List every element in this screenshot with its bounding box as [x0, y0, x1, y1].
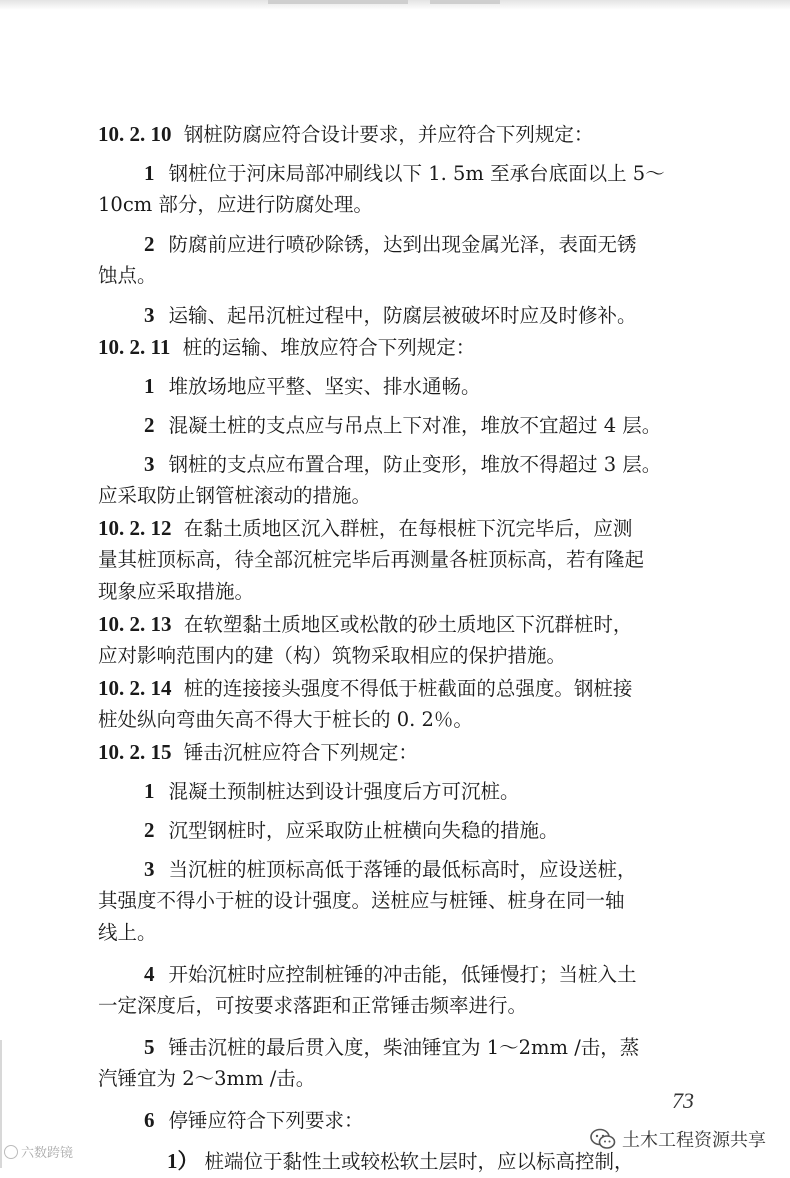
clause-10-2-13	[0, 608, 790, 672]
item-text: 混凝土预制桩达到设计强度后方可沉桩。	[168, 780, 520, 803]
scan-edge	[0, 1040, 2, 1168]
item-text: 开始沉桩时应控制桩锤的冲击能，低锤慢打；当桩入土	[168, 963, 637, 986]
item-text: 停锤应符合下列要求：	[168, 1109, 364, 1132]
wechat-icon	[590, 1128, 616, 1150]
clause-number: 10. 2. 10	[98, 122, 172, 146]
item-text: 钢桩的支点应布置合理，防止变形，堆放不得超过 3 层。	[168, 453, 662, 476]
clause-number: 10. 2. 12	[98, 516, 172, 540]
item-text-cont: 10cm 部分，应进行防腐处理。	[98, 193, 373, 216]
page-number: 73	[672, 1088, 694, 1113]
item-text-cont: 汽锤宜为 2～3mm /击。	[98, 1067, 316, 1090]
clause-number: 10. 2. 11	[98, 335, 171, 359]
item-number: 4	[144, 962, 155, 986]
clause-number: 10. 2. 15	[98, 740, 172, 764]
item-number: 6	[144, 1108, 155, 1132]
item-5	[0, 1031, 790, 1095]
item-text: 运输、起吊沉桩过程中，防腐层被破坏时应及时修补。	[168, 304, 637, 327]
watermark-logo-icon	[4, 1145, 18, 1159]
clause-text: 在软塑黏土质地区或松散的砂土质地区下沉群桩时，	[183, 613, 633, 636]
item-text-cont: 蚀点。	[98, 264, 157, 287]
sub-item-number: 1）	[167, 1149, 199, 1173]
top-edge-shadow	[0, 0, 790, 10]
item-2	[0, 409, 790, 441]
item-text: 防腐前应进行喷砂除锈，达到出现金属光泽，表面无锈	[168, 233, 637, 256]
clause-text-cont: 桩处纵向弯曲矢高不得大于桩长的 0. 2％。	[98, 708, 473, 731]
document-body	[0, 118, 790, 1177]
item-number: 2	[144, 232, 155, 256]
item-2	[0, 814, 790, 846]
item-number: 3	[144, 452, 155, 476]
item-text: 钢桩位于河床局部冲刷线以下 1. 5m 至承台底面以上 5～	[168, 162, 665, 185]
item-2	[0, 228, 790, 292]
watermark-right-text: 土木工程资源共享	[622, 1130, 766, 1151]
item-text-cont: 应采取防止钢管桩滚动的措施。	[98, 484, 372, 507]
item-3	[0, 299, 790, 331]
item-text: 混凝土桩的支点应与吊点上下对准，堆放不宜超过 4 层。	[168, 414, 662, 437]
clause-text: 钢桩防腐应符合设计要求，并应符合下列规定：	[183, 123, 594, 146]
item-number: 1	[144, 779, 155, 803]
clause-text: 在黏土质地区沉入群桩，在每根桩下沉完毕后，应测	[183, 517, 633, 540]
item-1	[0, 157, 790, 221]
sub-item-text: 桩端位于黏性土或较松软土层时，应以标高控制，	[204, 1150, 634, 1173]
clause-text: 锤击沉桩应符合下列规定：	[183, 741, 418, 764]
item-number: 1	[144, 374, 155, 398]
item-3	[0, 853, 790, 949]
item-text: 沉型钢桩时，应采取防止桩横向失稳的措施。	[168, 819, 559, 842]
item-3	[0, 448, 790, 512]
clause-number: 10. 2. 14	[98, 676, 172, 700]
clause-10-2-14	[0, 672, 790, 736]
watermark-left	[4, 1142, 73, 1161]
item-text-cont: 一定深度后，可按要求落距和正常锤击频率进行。	[98, 994, 528, 1017]
clause-text: 桩的运输、堆放应符合下列规定：	[182, 336, 476, 359]
clause-text-cont: 量其桩顶标高，待全部沉桩完毕后再测量各桩顶标高，若有隆起	[98, 548, 645, 571]
item-text-cont: 其强度不得小于桩的设计强度。送桩应与桩锤、桩身在同一轴	[98, 889, 625, 912]
watermark-left-text: 六数跨镜	[21, 1146, 74, 1161]
item-text: 堆放场地应平整、坚实、排水通畅。	[168, 375, 481, 398]
clause-text-cont: 现象应采取措施。	[98, 580, 255, 603]
clause-10-2-11	[0, 331, 790, 363]
clause-10-2-10	[0, 118, 790, 150]
item-1	[0, 370, 790, 402]
clause-number: 10. 2. 13	[98, 612, 172, 636]
watermark-right	[590, 1126, 766, 1152]
item-text: 当沉桩的桩顶标高低于落锤的最低标高时，应设送桩，	[168, 858, 637, 881]
item-text-cont: 线上。	[98, 921, 157, 944]
item-number: 1	[144, 161, 155, 185]
item-text: 锤击沉桩的最后贯入度，柴油锤宜为 1～2mm /击，蒸	[168, 1036, 640, 1059]
clause-10-2-15	[0, 736, 790, 768]
item-4	[0, 958, 790, 1022]
item-number: 5	[144, 1035, 155, 1059]
clause-text: 桩的连接接头强度不得低于桩截面的总强度。钢桩接	[183, 677, 633, 700]
clause-text-cont: 应对影响范围内的建（构）筑物采取相应的保护措施。	[98, 644, 567, 667]
item-1	[0, 775, 790, 807]
item-number: 3	[144, 303, 155, 327]
item-number: 2	[144, 413, 155, 437]
item-number: 3	[144, 857, 155, 881]
clause-10-2-12	[0, 512, 790, 608]
item-number: 2	[144, 818, 155, 842]
